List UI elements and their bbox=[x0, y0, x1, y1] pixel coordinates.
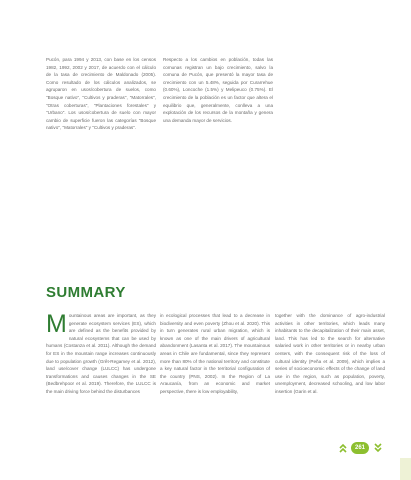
double-chevron-up-icon[interactable] bbox=[338, 442, 348, 454]
summary-paragraph-3: together with the dominance of agro-industrial activities in other territories, which leads many inhabitants to the decapitalization of their main asset, land. This has led to the search for alternative salaried work in other territories or in nearby urban centers, with the consequent risk of the loss of cultural identity (Peña et al. 2009), which implies a series of socioeconomic effects of the change of land use in the region, such as population, poverty, unemployment, decreased schooling, and low labor insertion (Garin et al. bbox=[275, 313, 385, 394]
top-paragraph-left: Pucón, para 1994 y 2013, con base en los censos 1982, 1992, 2002 y 2017, de acuerdo con el cálculo de la tasa de crecimiento de Maldonado (2005). Como resultado de los cálculos analizados, se agruparon en usos/cobertura de suelos, como "Bosque nativo", "Cultivos y praderas", "Matorrales", "Otras coberturas", "Plantaciones forestales" y "Urbano". Los usos/cobertura de suelo con mayor cambio de superficie fueron las categorías "Bosque nativo", "Matorrales" y "Cultivos y praderas". bbox=[46, 57, 156, 131]
summary-column-2 bbox=[160, 312, 270, 396]
page-navigation bbox=[336, 441, 386, 455]
page-number-badge: 261 bbox=[351, 442, 369, 454]
summary-column-3 bbox=[275, 312, 385, 396]
summary-column-1 bbox=[46, 312, 156, 396]
top-text-column-right bbox=[163, 56, 273, 124]
top-text-column-left bbox=[46, 56, 156, 132]
page-corner-tab bbox=[400, 458, 411, 480]
summary-paragraph-1: ountainous areas are important, as they generate ecosystem services (ES), which are defined as the benefits provided by natural ecosystems that can be used by humans (Costanza et al. 2011). Although the demand for ES in the mountain range increases continuously due to population growth (Grêt-Regamey et al. 2012), land use/cover change (LULCC) has undergone transformations and causes changes in the SE (Bedbrehpoor et al. 2019). Therefore, the LULCC is the main driving force behind the disturbances bbox=[46, 313, 156, 394]
top-paragraph-right: Respecto a los cambios en población, todas las comunas registran un bajo crecimiento, salvo la comuna de Pucón, que presentó la mayor tasa de crecimiento con un 5.48%, seguida por Curarrehue (0.60%), Loncoche (1.5%) y Melipeuco (0.75%). El crecimiento de la población es un factor que altera el equilibrio que, generalmente, conlleva a una explotación de los recursos de la montaña y genera una demanda mayor de servicios. bbox=[163, 57, 273, 123]
summary-heading: SUMMARY bbox=[46, 284, 126, 301]
summary-paragraph-2: in ecological processes that lead to a decrease in biodiversity and even poverty (Zhou et al. 2020). This in turn generates rural urban migration, which is known as one of the main drivers of agricultural abandonment (Lasanta et al. 2017). The mountainous areas in Chile are fundamental, since they represent more than 80% of the national territory and constitute a key natural factor in the territorial configuration of the country (PNS, 2002). In the Region of La Araucanía, from an economic and market perspective, there is low employability, bbox=[160, 313, 270, 394]
double-chevron-down-icon[interactable] bbox=[373, 442, 383, 454]
drop-cap: M bbox=[46, 310, 67, 338]
